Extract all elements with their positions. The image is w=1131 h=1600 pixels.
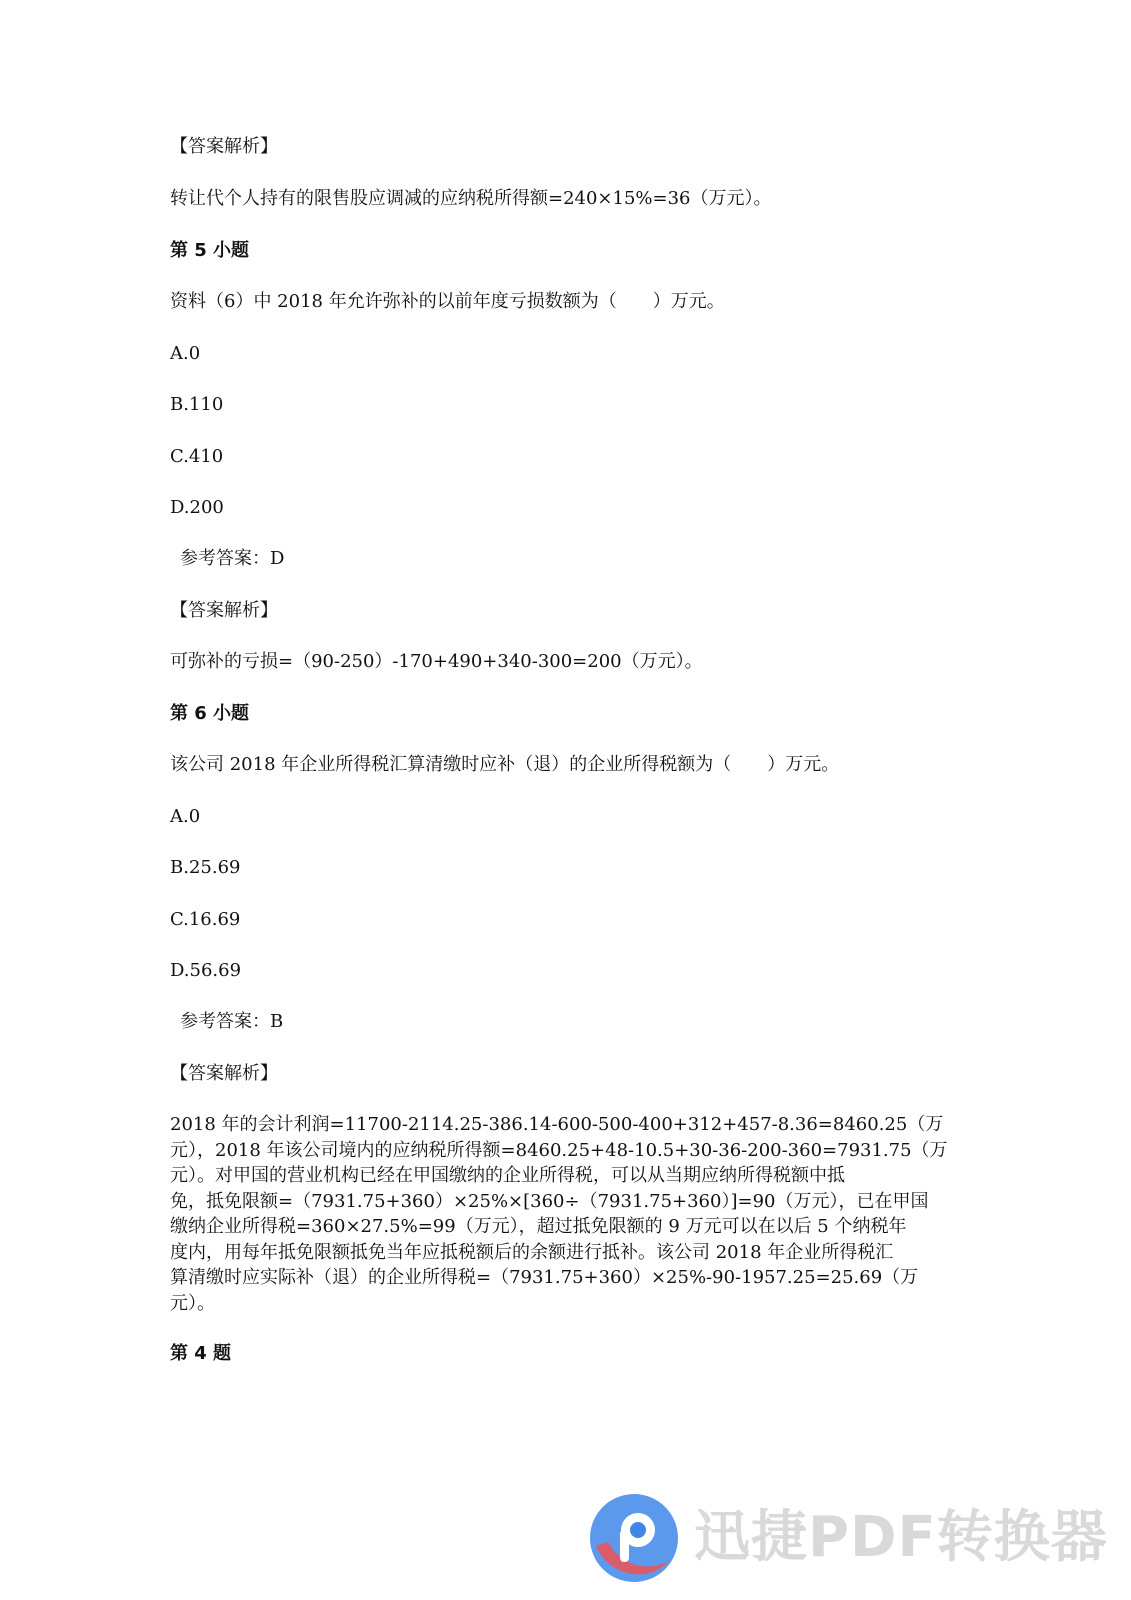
- analysis-heading: 【答案解析】: [170, 136, 278, 157]
- question-6-option-a: A.0: [170, 806, 201, 827]
- analysis-paragraph-line: 度内，用每年抵免限额抵免当年应抵税额后的余额进行抵补。该公司 2018 年企业所得税汇: [170, 1241, 894, 1263]
- analysis-paragraph-line: 免，抵免限额=（7931.75+360）×25%×[360÷（7931.75+360）]=90（万元），已在甲国: [170, 1190, 929, 1212]
- analysis-paragraph-line: 元），2018 年该公司境内的应纳税所得额=8460.25+48-10.5+30-36-200-360=7931.75（万: [170, 1139, 948, 1161]
- analysis-paragraph-line: 元）。对甲国的营业机构已经在甲国缴纳的企业所得税，可以从当期应纳所得税额中抵: [170, 1165, 845, 1186]
- question-6-text: 该公司 2018 年企业所得税汇算清缴时应补（退）的企业所得税额为（ ）万元。: [170, 754, 840, 775]
- analysis-text: 转让代个人持有的限售股应调减的应纳税所得额=240×15%=36（万元）。: [170, 188, 772, 209]
- question-6-answer: 参考答案：B: [180, 1011, 284, 1032]
- analysis-paragraph-line: 2018 年的会计利润=11700-2114.25-386.14-600-500-400+312+457-8.36=8460.25（万: [170, 1114, 944, 1135]
- analysis-paragraph-line: 算清缴时应实际补（退）的企业所得税=（7931.75+360）×25%-90-1957.25=25.69（万: [170, 1267, 919, 1288]
- analysis-text: 可弥补的亏损=（90-250）-170+490+340-300=200（万元）。: [170, 651, 703, 672]
- pdf-converter-logo-icon: [586, 1490, 682, 1586]
- question-6-option-b: B.25.69: [170, 857, 241, 878]
- question-6-option-d: D.56.69: [170, 960, 242, 981]
- analysis-paragraph-line: 缴纳企业所得税=360×27.5%=99（万元），超过抵免限额的 9 万元可以在以后 5 个纳税年: [170, 1216, 907, 1237]
- question-5-answer: 参考答案：D: [180, 548, 285, 569]
- question-5-option-d: D.200: [170, 497, 224, 518]
- analysis-paragraph: [170, 1112, 960, 1316]
- question-6-title: 第 6 小题: [170, 703, 250, 724]
- question-5-option-a: A.0: [170, 343, 201, 364]
- question-5-option-b: B.110: [170, 394, 224, 415]
- watermark: [586, 1490, 1106, 1586]
- watermark-text: 迅捷PDF转换器: [694, 1505, 1108, 1570]
- analysis-heading: 【答案解析】: [170, 600, 278, 621]
- analysis-paragraph-line: 元）。: [170, 1292, 215, 1314]
- question-4-title: 第 4 题: [170, 1343, 232, 1364]
- question-5-title: 第 5 小题: [170, 240, 250, 261]
- question-6-option-c: C.16.69: [170, 909, 241, 930]
- question-5-option-c: C.410: [170, 446, 224, 467]
- analysis-heading: 【答案解析】: [170, 1063, 278, 1084]
- question-5-text: 资料（6）中 2018 年允许弥补的以前年度亏损数额为（ ）万元。: [170, 291, 725, 312]
